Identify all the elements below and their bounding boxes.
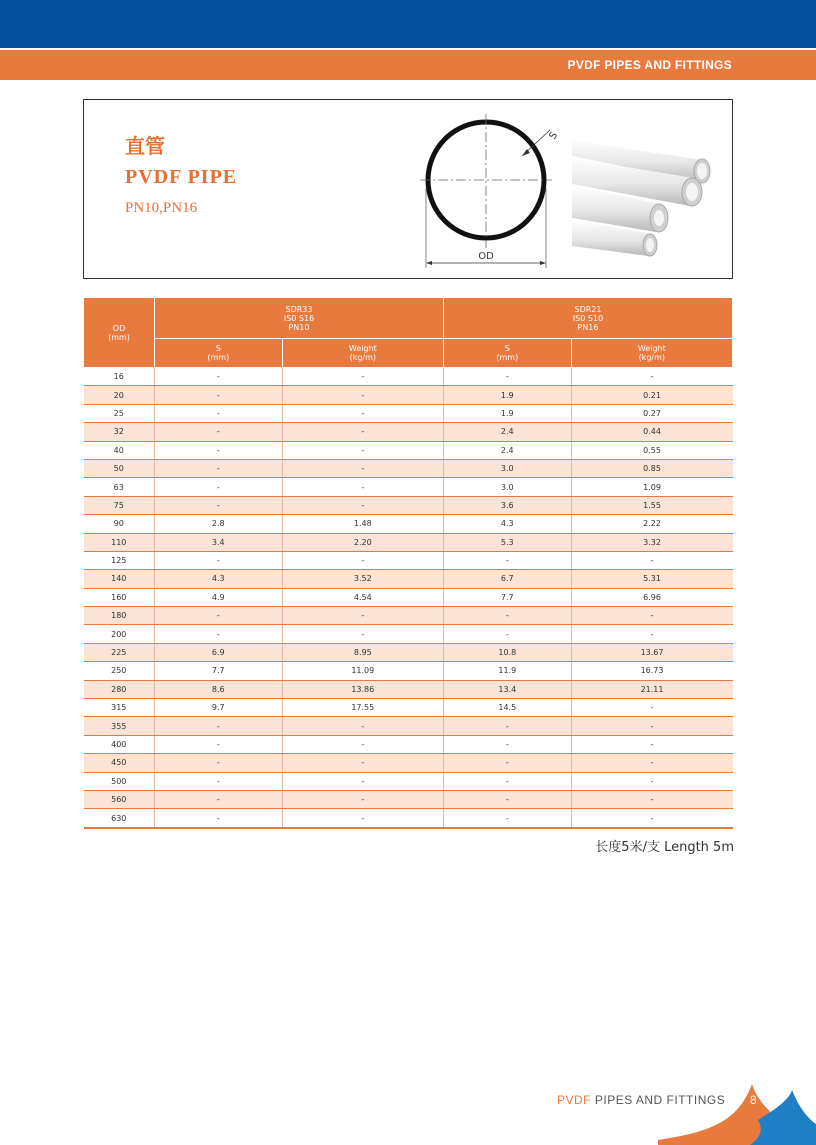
od-cell: 250 (84, 662, 155, 680)
od-cell: 140 (84, 570, 155, 588)
od-header-label: OD (112, 323, 126, 333)
table-row (84, 680, 733, 698)
value-cell: 2.4 (443, 441, 571, 459)
value-cell: - (443, 717, 571, 735)
value-cell: 3.0 (443, 459, 571, 477)
od-cell: 280 (84, 680, 155, 698)
value-cell: - (443, 551, 571, 569)
value-cell: - (282, 717, 443, 735)
od-cell: 63 (84, 478, 155, 496)
od-cell: 40 (84, 441, 155, 459)
value-cell: 4.9 (155, 588, 283, 606)
value-cell: 14.5 (443, 699, 571, 717)
value-cell: 13.4 (443, 680, 571, 698)
od-cell: 20 (84, 386, 155, 404)
value-cell: - (571, 790, 732, 808)
table-row (84, 533, 733, 551)
od-cell: 25 (84, 404, 155, 422)
pipe-spec-table (83, 297, 733, 829)
value-cell: 0.27 (571, 404, 732, 422)
sub-header-s: S (mm) (155, 339, 283, 368)
value-cell: 0.85 (571, 459, 732, 477)
value-cell: - (443, 809, 571, 828)
od-cell: 32 (84, 423, 155, 441)
value-cell: 1.55 (571, 496, 732, 514)
value-cell: 11.09 (282, 662, 443, 680)
value-cell: - (282, 441, 443, 459)
od-header-unit: (mm) (108, 332, 130, 342)
header-orange-band (0, 50, 816, 80)
value-cell: - (282, 735, 443, 753)
product-title-cn: 直管 (125, 134, 165, 158)
value-cell: 7.7 (443, 588, 571, 606)
table-row (84, 772, 733, 790)
table-row (84, 423, 733, 441)
od-cell: 75 (84, 496, 155, 514)
spec-table-body (84, 368, 733, 828)
value-cell: - (571, 625, 732, 643)
value-cell: - (571, 809, 732, 828)
sub-header-weight: Weight (kg/m) (282, 339, 443, 368)
value-cell: 6.7 (443, 570, 571, 588)
value-cell: - (282, 607, 443, 625)
wall-thickness-label: S (547, 130, 561, 142)
od-cell: 400 (84, 735, 155, 753)
value-cell: 17.55 (282, 699, 443, 717)
header-title: PVDF PIPES AND FITTINGS (567, 58, 732, 72)
value-cell: - (443, 625, 571, 643)
sub-header-weight: Weight (kg/m) (571, 339, 732, 368)
value-cell: - (282, 772, 443, 790)
value-cell: - (155, 404, 283, 422)
value-cell: - (282, 496, 443, 514)
table-row (84, 790, 733, 808)
value-cell: 5.31 (571, 570, 732, 588)
value-cell: 13.86 (282, 680, 443, 698)
value-cell: - (443, 754, 571, 772)
value-cell: - (155, 496, 283, 514)
value-cell: 9.7 (155, 699, 283, 717)
value-cell: 0.55 (571, 441, 732, 459)
value-cell: 1.9 (443, 404, 571, 422)
value-cell: - (282, 790, 443, 808)
table-row (84, 662, 733, 680)
value-cell: 4.3 (443, 515, 571, 533)
table-row (84, 478, 733, 496)
value-cell: - (443, 607, 571, 625)
value-cell: - (155, 790, 283, 808)
footer-corner-graphic (640, 1080, 816, 1145)
value-cell: - (571, 735, 732, 753)
value-cell: 2.4 (443, 423, 571, 441)
table-row (84, 551, 733, 569)
footer-brand-text (557, 1093, 725, 1107)
page-number: 8 (750, 1093, 757, 1107)
length-note: 长度5米/支 Length 5m (595, 840, 734, 855)
value-cell: - (571, 772, 732, 790)
od-cell: 355 (84, 717, 155, 735)
value-cell: 3.4 (155, 533, 283, 551)
value-cell: 8.95 (282, 643, 443, 661)
table-row (84, 570, 733, 588)
value-cell: - (571, 607, 732, 625)
value-cell: - (155, 441, 283, 459)
table-row (84, 607, 733, 625)
od-cell: 560 (84, 790, 155, 808)
table-row (84, 735, 733, 753)
od-column-header (84, 298, 155, 368)
od-cell: 500 (84, 772, 155, 790)
value-cell: 13.67 (571, 643, 732, 661)
od-cell: 225 (84, 643, 155, 661)
value-cell: - (571, 754, 732, 772)
table-row (84, 515, 733, 533)
footer-brand-rest: PIPES AND FITTINGS (591, 1093, 726, 1107)
od-label: OD (478, 251, 494, 262)
value-cell: 1.09 (571, 478, 732, 496)
value-cell: 1.48 (282, 515, 443, 533)
value-cell: - (282, 754, 443, 772)
table-row (84, 459, 733, 477)
value-cell: - (155, 459, 283, 477)
table-row (84, 386, 733, 404)
value-cell: - (443, 368, 571, 386)
value-cell: - (443, 735, 571, 753)
value-cell: - (282, 478, 443, 496)
group-header-sdr33: SDR33 IS0 S16 PN10 (155, 298, 444, 339)
pipe-product-photo (572, 130, 712, 260)
value-cell: - (282, 386, 443, 404)
od-cell: 630 (84, 809, 155, 828)
value-cell: - (282, 551, 443, 569)
value-cell: - (155, 625, 283, 643)
value-cell: - (155, 717, 283, 735)
value-cell: - (155, 772, 283, 790)
pipe-cross-section-diagram (414, 108, 564, 273)
value-cell: - (282, 423, 443, 441)
table-row (84, 699, 733, 717)
value-cell: - (571, 551, 732, 569)
sub-header-s: S (mm) (443, 339, 571, 368)
value-cell: - (155, 423, 283, 441)
value-cell: - (155, 478, 283, 496)
value-cell: 2.20 (282, 533, 443, 551)
value-cell: - (282, 368, 443, 386)
table-row (84, 588, 733, 606)
value-cell: 4.54 (282, 588, 443, 606)
value-cell: - (443, 772, 571, 790)
od-cell: 16 (84, 368, 155, 386)
value-cell: 6.9 (155, 643, 283, 661)
value-cell: - (155, 809, 283, 828)
table-row (84, 441, 733, 459)
value-cell: - (155, 607, 283, 625)
value-cell: - (571, 368, 732, 386)
header-blue-band (0, 0, 816, 48)
value-cell: - (155, 754, 283, 772)
od-cell: 50 (84, 459, 155, 477)
value-cell: 2.22 (571, 515, 732, 533)
od-cell: 180 (84, 607, 155, 625)
value-cell: - (443, 790, 571, 808)
table-row (84, 754, 733, 772)
od-cell: 125 (84, 551, 155, 569)
od-cell: 200 (84, 625, 155, 643)
value-cell: - (282, 625, 443, 643)
value-cell: - (155, 386, 283, 404)
od-cell: 90 (84, 515, 155, 533)
table-row (84, 404, 733, 422)
value-cell: - (155, 368, 283, 386)
value-cell: 4.3 (155, 570, 283, 588)
value-cell: 1.9 (443, 386, 571, 404)
group-header-sdr21: SDR21 IS0 S10 PN16 (443, 298, 732, 339)
footer-brand-accent: PVDF (557, 1093, 592, 1107)
value-cell: 10.8 (443, 643, 571, 661)
value-cell: - (155, 551, 283, 569)
table-row (84, 625, 733, 643)
table-row (84, 643, 733, 661)
value-cell: 16.73 (571, 662, 732, 680)
value-cell: - (155, 735, 283, 753)
table-row (84, 809, 733, 828)
value-cell: 0.21 (571, 386, 732, 404)
value-cell: 6.96 (571, 588, 732, 606)
value-cell: 3.52 (282, 570, 443, 588)
value-cell: 2.8 (155, 515, 283, 533)
value-cell: - (282, 404, 443, 422)
od-cell: 315 (84, 699, 155, 717)
table-row (84, 368, 733, 386)
table-row (84, 496, 733, 514)
od-cell: 450 (84, 754, 155, 772)
value-cell: - (282, 459, 443, 477)
value-cell: 0.44 (571, 423, 732, 441)
table-row (84, 717, 733, 735)
product-hero-box (83, 99, 733, 279)
od-cell: 110 (84, 533, 155, 551)
value-cell: - (571, 699, 732, 717)
value-cell: 3.32 (571, 533, 732, 551)
value-cell: 21.11 (571, 680, 732, 698)
od-cell: 160 (84, 588, 155, 606)
value-cell: 7.7 (155, 662, 283, 680)
value-cell: 3.0 (443, 478, 571, 496)
value-cell: - (282, 809, 443, 828)
product-title-en: PVDF PIPE (125, 166, 238, 188)
product-pressure-rating: PN10,PN16 (125, 200, 198, 216)
value-cell: - (571, 717, 732, 735)
value-cell: 3.6 (443, 496, 571, 514)
value-cell: 11.9 (443, 662, 571, 680)
value-cell: 8.6 (155, 680, 283, 698)
value-cell: 5.3 (443, 533, 571, 551)
